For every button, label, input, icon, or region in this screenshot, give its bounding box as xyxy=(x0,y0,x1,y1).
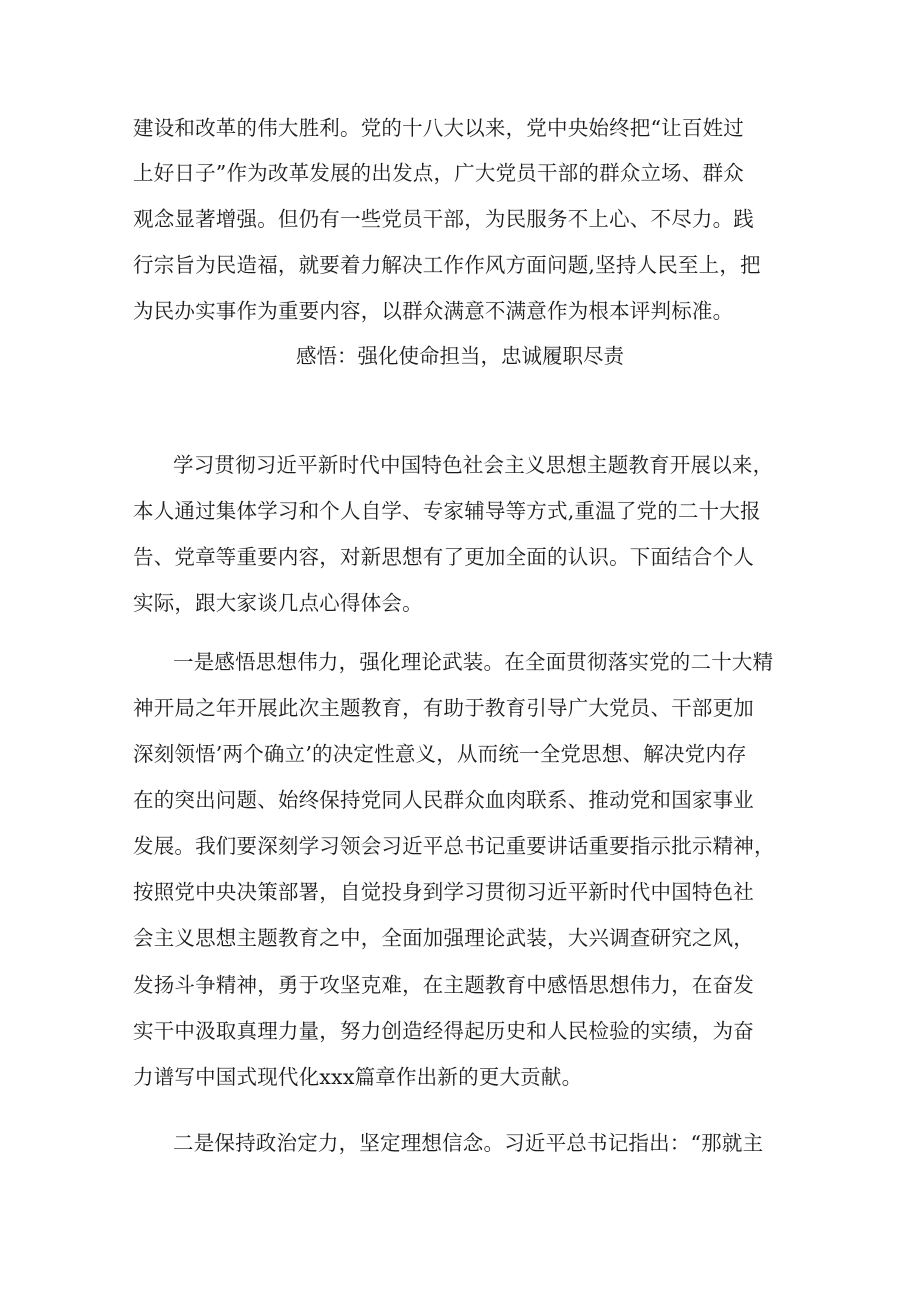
paragraph-line: 一是感悟思想伟力，强化理论武装。在全面贯彻落实党的二十大精 xyxy=(173,650,774,674)
section-title: 感悟：强化使命担当，忠诚履职尽责 xyxy=(296,344,624,368)
paragraph-line: 力谱写中国式现代化xxx篇章作出新的更大贡献。 xyxy=(133,1065,583,1089)
paragraph-line: 会主义思想主题教育之中，全面加强理论武装，大兴调查研究之风， xyxy=(133,926,754,950)
paragraph-line: 实干中汲取真理力量，努力创造经得起历史和人民检验的实绩，为奋 xyxy=(133,1019,754,1043)
paragraph-line: 发扬斗争精神，勇于攻坚克难，在主题教育中感悟思想伟力，在奋发 xyxy=(133,973,754,997)
paragraph-line: 在的突出问题、始终保持党同人民群众血肉联系、推动党和国家事业 xyxy=(133,788,754,812)
intro-line: 行宗旨为民造福，就要着力解决工作作风方面问题,坚持人民至上，把 xyxy=(133,253,761,277)
intro-line: 观念显著增强。但仍有一些党员干部，为民服务不上心、不尽力。践 xyxy=(133,207,754,231)
paragraph-line: 深刻领悟’两个确立’的决定性意义，从而统一全党思想、解决党内存 xyxy=(133,742,747,766)
paragraph-line: 实际，跟大家谈几点心得体会。 xyxy=(133,591,423,615)
paragraph-line: 发展。我们要深刻学习领会习近平总书记重要讲话重要指示批示精神， xyxy=(133,834,775,858)
paragraph-line: 告、党章等重要内容，对新思想有了更加全面的认识。下面结合个人 xyxy=(133,545,754,569)
paragraph-line: 学习贯彻习近平新时代中国特色社会主义思想主题教育开展以来， xyxy=(173,453,774,477)
paragraph-line: 二是保持政治定力，坚定理想信念。习近平总书记指出：“那就主 xyxy=(173,1131,764,1155)
intro-line: 建设和改革的伟大胜利。党的十八大以来，党中央始终把“让百姓过 xyxy=(133,116,744,140)
paragraph-line: 按照党中央决策部署，自觉投身到学习贯彻习近平新时代中国特色社 xyxy=(133,880,754,904)
intro-line: 为民办实事作为重要内容，以群众满意不满意作为根本评判标准。 xyxy=(133,299,734,323)
paragraph-line: 本人通过集体学习和个人自学、专家辅导等方式,重温了党的二十大报 xyxy=(133,499,761,523)
paragraph-line: 神开局之年开展此次主题教育，有助于教育引导广大党员、干部更加 xyxy=(133,696,754,720)
intro-line: 上好日子”作为改革发展的出发点，广大党员干部的群众立场、群众 xyxy=(133,161,744,185)
